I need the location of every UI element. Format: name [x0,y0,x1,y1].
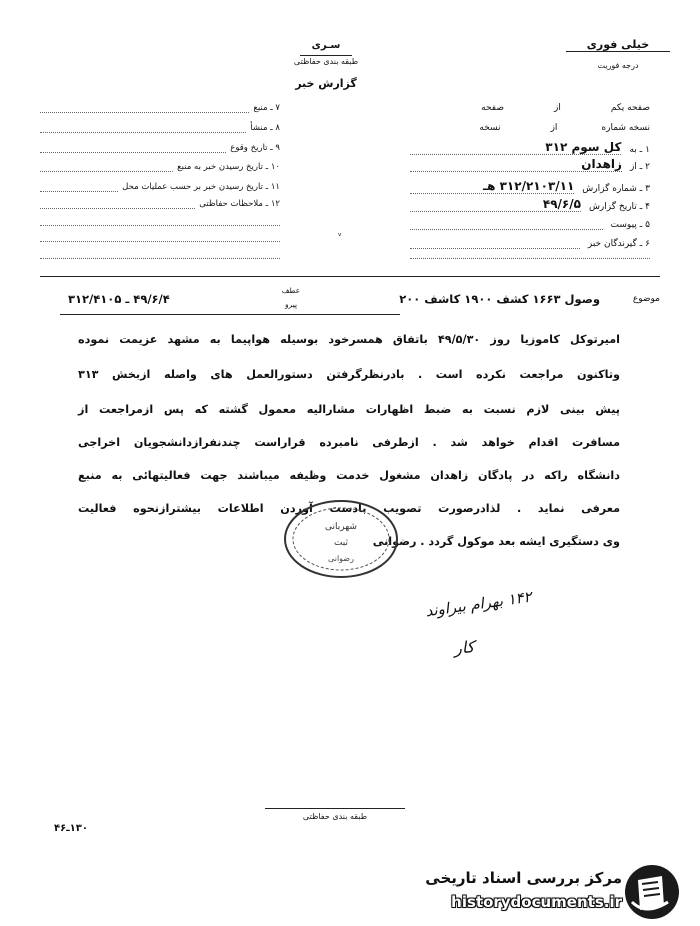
archive-logo-icon [602,862,688,922]
field-label: ۵ ـ پیوست [610,220,650,230]
field-label: ۱۰ ـ تاریخ رسیدن خبر به منبع [177,162,280,172]
page-number: ۱۳۰ـ۴۶ [54,823,88,834]
dotted-line [40,240,280,242]
section-divider [60,314,400,315]
field-copy [410,119,650,133]
divider [265,808,405,809]
field-news-to-source-date [40,158,280,172]
field-label: ۸ ـ منشأ [250,123,280,133]
field-label: ۷ ـ منبع [253,103,280,113]
recipients-value [410,234,580,249]
stamp-name: رضوانی [328,554,354,563]
archive-center-name: مرکز بررسی اسناد تاریخی [425,869,622,887]
classification-top: طبقه بندی حفاظتی [293,57,359,66]
field-mid: از [553,103,561,113]
field-occurrence-date [40,139,280,153]
field-mid: از [550,123,558,133]
field-to-value: کل سوم ۳۱۲ [410,140,621,155]
field-attachment [410,216,650,230]
priority-label: درجه فوریت [597,61,639,70]
field-to [410,141,650,155]
divider [300,55,352,56]
field-unit: نسخه [479,123,501,133]
subject-text: وصول ۱۶۶۳ کشف ۱۹۰۰ کاشف ۲۰۰ [399,292,600,306]
field-label: ۳ ـ شماره گزارش [582,184,650,194]
secret-label: سـری [311,40,341,51]
field-label: ۴ ـ تاریخ گزارش [588,202,650,212]
reference-number: ۴۹/۶/۴ ـ ۳۱۲/۴۱۰۵ [68,292,170,306]
report-type-title: گزارش خبر [295,77,357,90]
stamp-text: ثبت [333,538,349,548]
report-date-value: ۴۹/۶/۵ [410,197,581,212]
handwritten-signature: ۱۴۲ بهرام بیراوند [424,587,533,621]
field-unit: صفحه [481,103,504,113]
field-label: ۹ ـ تاریخ وقوع [230,143,280,153]
field-label: نسخه شماره [601,123,650,133]
body-line: وتاکنون مراجعت نکرده است . بادرنظرگرفتن دستورالعمل های واصله ازبخش ۳۱۳ [78,368,620,381]
handwritten-initials: کار [453,637,476,658]
field-source [40,99,280,113]
body-line: وی دستگیری ایشه بعد موکول گردد . رضوانی [372,535,620,548]
dotted-line [40,257,280,259]
field-label: ۱ ـ به [629,145,650,155]
dotted-line [40,224,280,226]
attachment-value [410,215,603,230]
stamp-text: شهربانی [325,522,357,532]
field-origin [40,119,280,133]
subject-row [40,286,660,314]
field-label: ۱۱ ـ تاریخ رسیدن خبر بر حسب عملیات محل [122,182,280,192]
section-divider [40,276,660,277]
field-label: ۶ ـ گیرندگان خبر [587,239,650,249]
field-report-number [410,180,650,194]
field-page [410,99,650,113]
body-line: پیش بینی لازم نسبت به ضبط اظهارات مشارالیه معمول گشته که پس ازمراجعت از [78,403,620,416]
field-from [410,158,650,172]
tick-mark: ᵛ [338,232,342,242]
reference-label: عطف [281,286,301,295]
field-from-value: زاهدان [410,157,622,172]
field-security-notes [40,195,280,209]
report-number-value: ۳۱۲/۲۱۰۳/۱۱ هـ [410,179,574,194]
field-report-date [410,198,650,212]
subject-label: موضوع [632,294,660,304]
body-line: معرفی نماید . لذادرصورت تصویب بادست آوردن اطلاعات بیشترازنحوه فعالیت [78,502,620,515]
field-label: ۲ ـ از [629,162,650,172]
field-news-arrival-date [40,178,280,192]
body-line: دانشگاه راکه در پادگان زاهدان مشغول خدمت وظیفه میباشند جهت فعالیتهائی به منبع [78,469,620,482]
field-label: صفحه یکم [610,103,650,113]
archive-center-url: historydocuments.ir [451,893,622,911]
followup-label: پیرو [284,300,298,309]
official-stamp [282,497,400,581]
body-line: امیرتوکل کاموزیا روز ۴۹/۵/۳۰ باتفاق همسرخود بوسیله هواپیما به مشهد عزیمت نموده [78,333,620,346]
field-recipients [410,235,650,249]
dotted-line [410,258,650,259]
classification-bottom: طبقه بندی حفاظتی [302,812,368,821]
field-label: ۱۲ ـ ملاحظات حفاظتی [199,199,280,209]
body-line: مسافرت اقدام خواهد شد . ازطرفی نامبرده قراراست چندنفرازدانشجویان اخراجی [78,436,620,449]
priority-value: خیلی فوری [566,38,670,52]
